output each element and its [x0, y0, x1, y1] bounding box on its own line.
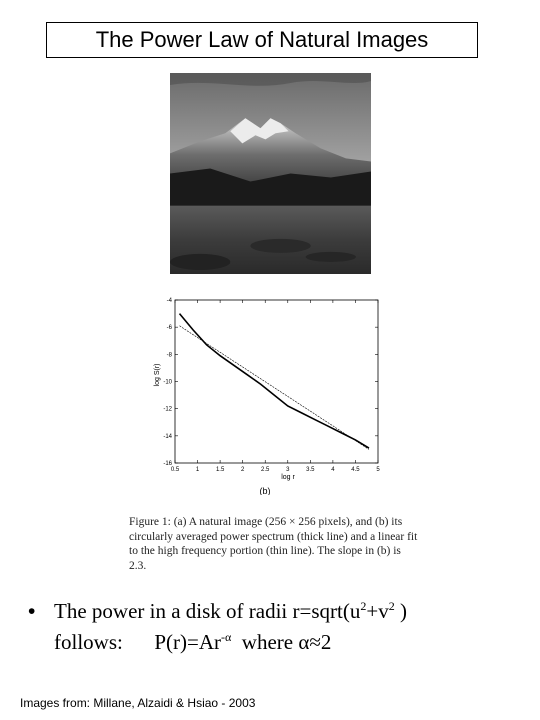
bullet-point [28, 596, 528, 657]
power-spectrum-plot [145, 295, 390, 495]
plot-ticks [163, 298, 380, 473]
x-tick-label: 3 [286, 467, 290, 473]
mountain-lake-photo [170, 73, 371, 274]
bullet-sup-2: 2 [388, 599, 395, 613]
bullet-line-2 [28, 627, 528, 657]
x-tick-label: 1 [195, 467, 200, 473]
x-tick-label: 5 [376, 467, 380, 473]
x-tick-label: 4 [331, 467, 335, 473]
bullet-text-1b: +v [366, 599, 389, 623]
x-axis-label: log r [281, 474, 295, 481]
y-tick-label: -8 [166, 352, 172, 359]
plot-frame [175, 300, 378, 463]
x-tick-label: 2 [240, 467, 245, 473]
bullet-text-2b: where α≈2 [231, 630, 332, 654]
bullet-sup-3: -α [221, 630, 232, 644]
y-tick-label: -14 [163, 433, 172, 440]
x-tick-label: 2.5 [261, 467, 270, 473]
x-tick-label: 0.5 [170, 467, 180, 473]
bullet-text-1c: ) [394, 599, 407, 623]
bullet-symbol: • [28, 600, 36, 623]
fit-line [180, 326, 369, 450]
x-tick-label: 1.5 [215, 467, 225, 473]
bullet-text-2a: follows: P(r)=Ar [54, 630, 221, 654]
y-tick-label: -16 [163, 461, 172, 467]
y-tick-label: -4 [166, 298, 172, 304]
y-tick-label: -10 [163, 379, 172, 386]
plot-axes [175, 300, 378, 463]
bullet-sup-1: 2 [360, 599, 367, 613]
y-tick-label: -6 [166, 325, 172, 332]
plot-series [180, 314, 369, 450]
slide-title: The Power Law of Natural Images [46, 22, 478, 58]
bullet-text-1a: The power in a disk of radii r=sqrt(u [54, 599, 361, 623]
spectrum-line [180, 314, 369, 448]
y-tick-label: -12 [163, 406, 172, 413]
figure-caption: Figure 1: (a) A natural image (256 × 256 pixels), and (b) its circularly averaged power spectrum (thick line) and a linear fit to the high frequency portion (thin line). The slope in (b) is 2.3. [129, 516, 418, 572]
x-tick-label: 3.5 [306, 467, 315, 473]
y-axis-label: log S(r) [154, 363, 161, 387]
x-tick-label: 4.5 [351, 467, 360, 473]
bullet-line-1 [28, 596, 528, 627]
panel-label: (b) [259, 486, 271, 495]
image-credit: Images from: Millane, Alzaidi & Hsiao - 2003 [20, 696, 256, 710]
